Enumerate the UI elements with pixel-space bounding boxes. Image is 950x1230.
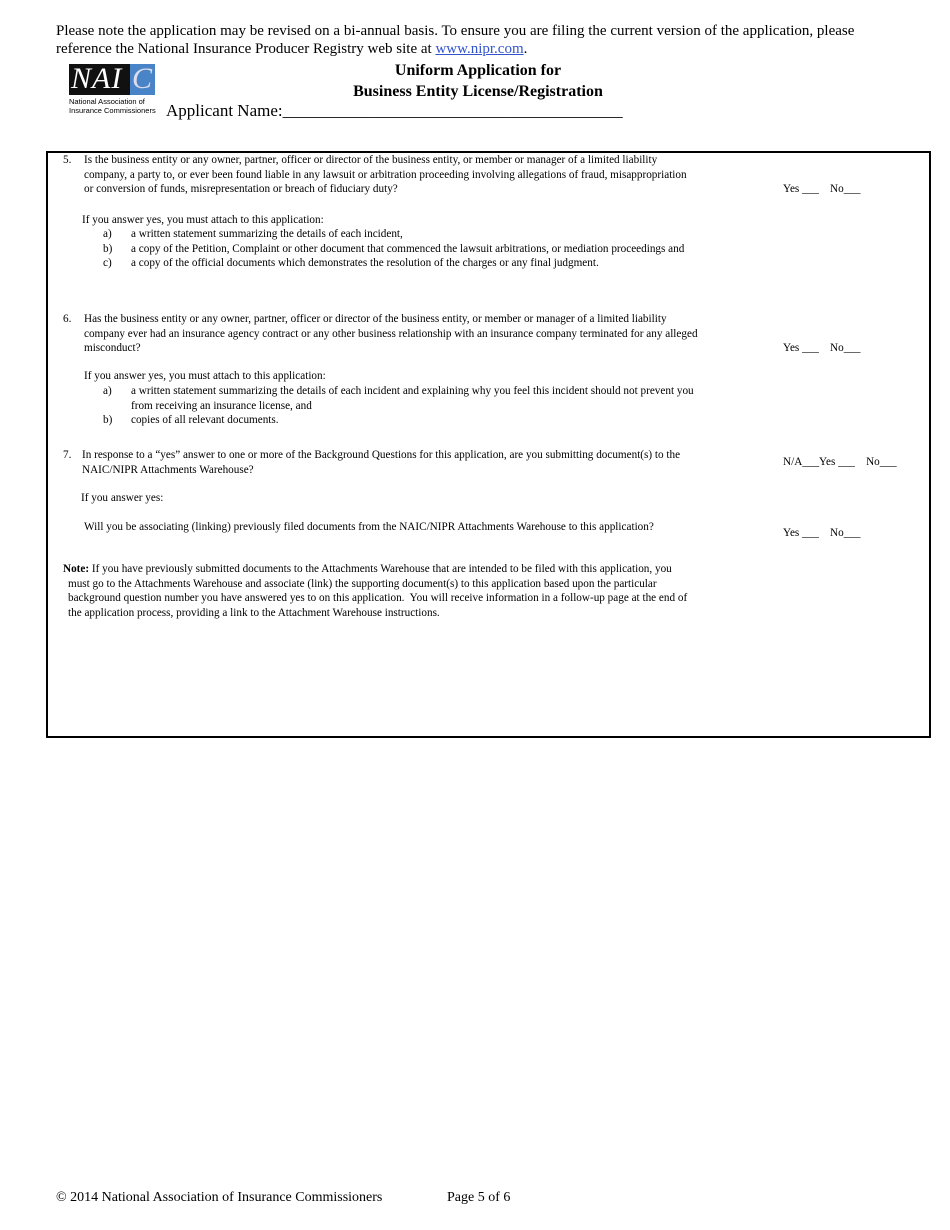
note-line: If you have previously submitted documents to the Attachments Warehouse that are intended to be filed with this application, you <box>89 563 672 575</box>
item-letter: b) <box>103 242 113 255</box>
q6-answer[interactable]: Yes ___ No___ <box>783 342 861 354</box>
q6-items <box>103 384 694 428</box>
q7-sub-answer[interactable]: Yes ___ No___ <box>783 527 861 539</box>
title-line-2: Business Entity License/Registration <box>353 83 603 100</box>
item-text: a copy of the Petition, Complaint or other document that commenced the lawsuit arbitrations, or mediation proceedings and <box>131 242 685 255</box>
footer-copyright: © 2014 National Association of Insurance Commissioners <box>56 1190 383 1205</box>
title-line-1: Uniform Application for <box>394 62 562 79</box>
logo-subtitle <box>69 97 156 115</box>
q7-number: 7. <box>63 449 72 461</box>
q5-attach-note: If you answer yes, you must attach to this application: <box>82 214 324 226</box>
page-title <box>300 60 656 102</box>
q5-answer[interactable]: Yes ___ No___ <box>783 183 861 195</box>
q7-if-yes: If you answer yes: <box>81 492 164 504</box>
note-line: the application process, providing a link to the Attachment Warehouse instructions. <box>68 606 440 619</box>
q7-line: In response to a “yes” answer to one or more of the Background Questions for this application, are you submitting document(s) to the <box>82 449 681 461</box>
naic-logo: NAI C <box>71 62 153 95</box>
notice-text: reference the National Insurance Producer Registry web site at <box>56 41 436 57</box>
footer-page-number: Page 5 of 6 <box>447 1190 511 1205</box>
q5-line: or conversion of funds, misrepresentation or breach of fiduciary duty? <box>84 183 398 195</box>
item-text: a written statement summarizing the details of each incident and explaining why you feel this incident should not prevent you <box>131 385 694 397</box>
note-line: must go to the Attachments Warehouse and associate (link) the supporting document(s) to this application based upon the particular <box>68 577 657 590</box>
item-letter: c) <box>103 257 112 269</box>
item-text: copies of all relevant documents. <box>131 414 279 426</box>
q7-text <box>82 448 680 477</box>
q7-sub-question: Will you be associating (linking) previously filed documents from the NAIC/NIPR Attachments Warehouse to this application? <box>84 521 654 533</box>
notice-line-2 <box>56 40 527 59</box>
item-letter: b) <box>103 414 113 426</box>
q7-answer[interactable]: N/A___Yes ___ No___ <box>783 456 897 468</box>
item-text: a copy of the official documents which demonstrates the resolution of the charges or any final judgment. <box>131 257 599 269</box>
q7-line: NAIC/NIPR Attachments Warehouse? <box>82 463 254 476</box>
item-letter: a) <box>103 385 112 397</box>
q5-number: 5. <box>63 154 72 166</box>
item-letter: a) <box>103 228 112 240</box>
logo-sub-1: National Association of <box>69 97 145 106</box>
q6-line: misconduct? <box>84 342 141 354</box>
note <box>63 562 687 620</box>
q5-text <box>84 153 687 197</box>
note-label: Note: <box>63 563 90 575</box>
notice-period: . <box>523 41 528 57</box>
note-line: background question number you have answered yes to on this application. You will receive information in a follow-up page at the end of <box>68 592 688 604</box>
q5-line: company, a party to, or ever been found liable in any lawsuit or arbitration proceeding involving allegations of fraud, misappropriation <box>84 168 687 181</box>
item-text: from receiving an insurance license, and <box>131 399 312 412</box>
q6-text <box>84 312 698 356</box>
q6-attach-note: If you answer yes, you must attach to this application: <box>84 370 326 382</box>
nipr-link[interactable]: www.nipr.com <box>435 41 524 57</box>
q5-line: Is the business entity or any owner, partner, officer or director of the business entity, or member or manager of a limited liability <box>84 154 658 166</box>
logo-sub-2: Insurance Commissioners <box>69 106 156 115</box>
q6-line: Has the business entity or any owner, partner, officer or director of the business entity, or member or manager of a limited liability <box>84 313 667 325</box>
q6-number: 6. <box>63 313 72 325</box>
item-text: a written statement summarizing the details of each incident, <box>131 228 403 240</box>
q6-line: company ever had an insurance agency contract or any other business relationship with an insurance company terminated for any alleged <box>84 327 698 340</box>
applicant-name-field[interactable]: Applicant Name:________________________________________ <box>166 101 623 120</box>
q5-items <box>103 227 684 271</box>
notice-line-1: Please note the application may be revised on a bi-annual basis. To ensure you are filing the current version of the application, please <box>56 23 855 39</box>
